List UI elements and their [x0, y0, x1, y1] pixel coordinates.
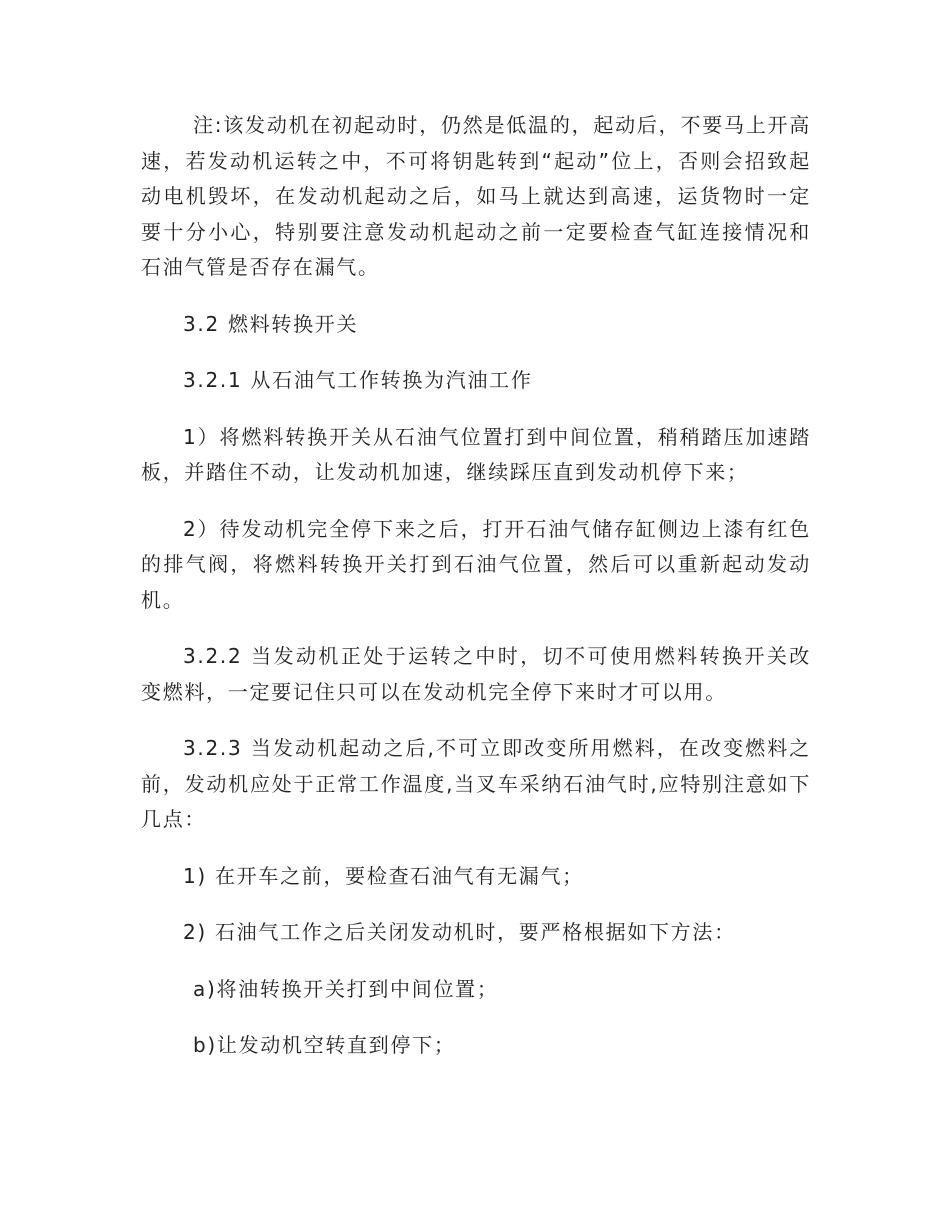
list-item-2: 2) 石油气工作之后关闭发动机时，要严格根据如下方法： — [183, 920, 736, 944]
subsection-paragraph-3-2-2: 3.2.2 当发动机正处于运转之中时，切不可使用燃料转换开关改变燃料，一定要记住只可以在发动机完全停下来时才可以用。 — [141, 644, 811, 704]
section-heading-3-2: 3.2 燃料转换开关 — [183, 311, 359, 336]
subsection-paragraph-3-2-3: 3.2.3 当发动机起动之后,不可立即改变所用燃料，在改变燃料之前，发动机应处于正常工作温度,当叉车采纳石油气时,应特别注意如下几点： — [141, 736, 811, 831]
list-subitem-b: b)让发动机空转直到停下； — [193, 1033, 456, 1057]
note-paragraph: 注:该发动机在初起动时，仍然是低温的，起动后，不要马上开高速，若发动机运转之中，不可将钥匙转到“起动”位上，否则会招致起动电机毁坏，在发动机起动之后，如马上就达到高速，运货物时一定要十分小心，特别要注意发动机起动之前一定要检查气缸连接情况和石油气管是否存在漏气。 — [141, 113, 811, 279]
list-item-1: 1) 在开车之前，要检查石油气有无漏气； — [183, 863, 584, 888]
step-paragraph-2: 2）待发动机完全停下来之后，打开石油气储存缸侧边上漆有红色的排气阀，将燃料转换开关打到石油气位置，然后可以重新起动发动机。 — [141, 516, 811, 612]
document-body — [141, 108, 811, 1085]
subsection-heading-3-2-1: 3.2.1 从石油气工作转换为汽油工作 — [183, 368, 533, 392]
list-subitem-a: a)将油转换开关打到中间位置； — [193, 976, 499, 1001]
step-paragraph-1: 1）将燃料转换开关从石油气位置打到中间位置，稍稍踏压加速踏板，并踏住不动，让发动机加速，继续踩压直到发动机停下来； — [141, 424, 811, 484]
